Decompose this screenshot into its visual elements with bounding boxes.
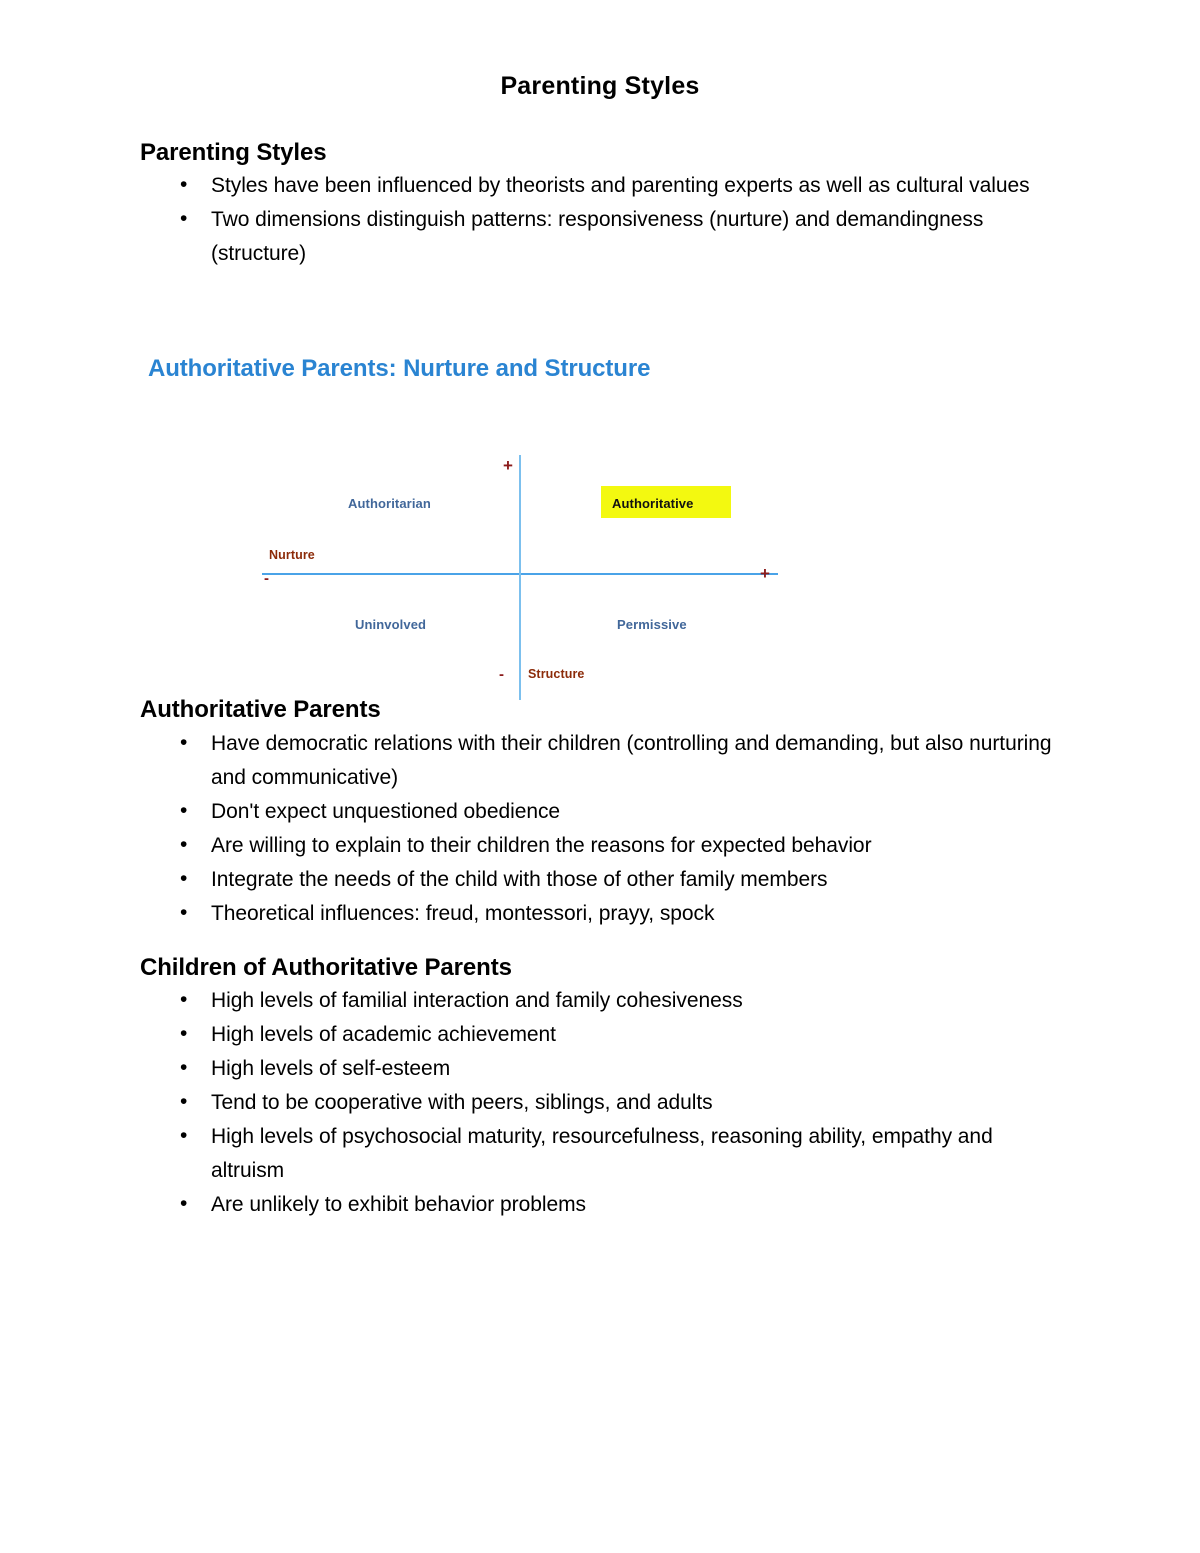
list-item: • Are unlikely to exhibit behavior problems [140, 1188, 1070, 1222]
axis-label-nurture: Nurture [269, 548, 315, 562]
list-item: • Styles have been influenced by theorists and parenting experts as well as cultural values [140, 169, 1070, 203]
quadrant-label-authoritative: Authoritative [612, 496, 694, 511]
list-item: • High levels of familial interaction and family cohesiveness [140, 984, 1070, 1018]
section-heading-parenting-styles: Parenting Styles [140, 139, 327, 166]
vertical-axis-line [519, 455, 521, 700]
nurture-negative-sign: - [264, 570, 269, 587]
structure-negative-sign: - [499, 666, 504, 683]
list-item: • High levels of psychosocial maturity, resourcefulness, reasoning ability, empathy and altruism [140, 1120, 1070, 1188]
list-item: • High levels of academic achievement [140, 1018, 1070, 1052]
list-item: • Integrate the needs of the child with those of other family members [140, 863, 1070, 897]
quadrant-label-permissive: Permissive [617, 617, 687, 632]
list-item: • Are willing to explain to their children the reasons for expected behavior [140, 829, 1070, 863]
page-title: Parenting Styles [500, 72, 700, 100]
parenting-styles-quadrant-diagram [255, 445, 800, 695]
section-gap [140, 931, 1070, 953]
section-heading-children-of-authoritative-parents: Children of Authoritative Parents [140, 953, 512, 981]
list-item: • Don't expect unquestioned obedience [140, 795, 1070, 829]
quadrant-label-authoritarian: Authoritarian [348, 496, 431, 511]
section-heading-authoritative-parents: Authoritative Parents [140, 696, 381, 724]
bullet-list-authoritative-parents [140, 727, 1070, 931]
quadrant-label-uninvolved: Uninvolved [355, 617, 427, 632]
structure-positive-sign: + [760, 564, 770, 583]
list-item: • Have democratic relations with their children (controlling and demanding, but also nurturing and communicative) [140, 727, 1070, 795]
axis-label-structure: Structure [528, 667, 585, 681]
list-item: • High levels of self-esteem [140, 1052, 1070, 1086]
bullet-list-children-of-authoritative-parents [140, 984, 1070, 1222]
list-item: • Two dimensions distinguish patterns: responsiveness (nurture) and demandingness (structure) [140, 203, 1070, 271]
figure-heading: Authoritative Parents: Nurture and Structure [148, 355, 651, 382]
bullet-list-parenting-styles [140, 169, 1070, 271]
list-item: • Tend to be cooperative with peers, siblings, and adults [140, 1086, 1070, 1120]
nurture-positive-sign: + [503, 456, 513, 475]
list-item: • Theoretical influences: freud, montessori, prayy, spock [140, 897, 1070, 931]
